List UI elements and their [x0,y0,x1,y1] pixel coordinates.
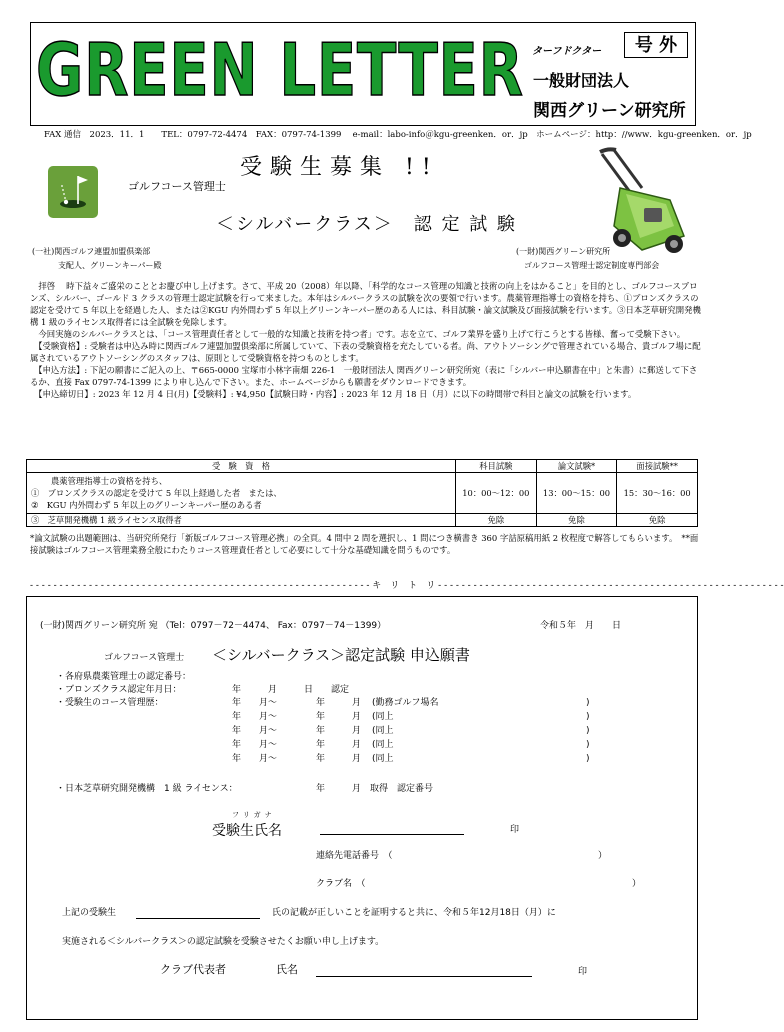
history-place: (勤務ゴルフ場名 [372,698,439,708]
candidate-name-field[interactable] [320,834,464,835]
field-value: 年 月 取得 認定番号 [316,784,434,794]
lawn-mower-illustration [590,148,690,258]
history-to: 年 月 [316,740,362,750]
table-header: 面接試験** [617,460,698,473]
history-place: (同上 [372,740,394,750]
table-cell: 免除 [617,514,698,527]
form-title: ＜シルバークラス＞認定試験 申込願書 [212,646,470,664]
history-from: 年 月～ [232,740,278,750]
org-type: 一般財団法人 [533,71,630,90]
seal-mark: 印 [510,825,520,835]
exam-notes: *論文試験の出題範囲は、当研究所発行「新版ゴルフコース管理必携」の全頁。4 問中 2 問を選択し、1 問につき横書き 360 字詰原稿用紙 2 枚程度で解答してもらいます。 **面接試験はゴルフコース管理業務全般にわたりコース管理責任者として必要にして十分な基礎知識を問うものです。 [30,533,699,555]
history-place: (同上 [372,726,394,736]
org-name: 関西グリーン研究所 [533,101,686,121]
body-paragraph: 【申込方法】: 下記の願書にご記入の上、〒665-0000 宝塚市小林字南畑 226-1 一般財団法人 関西グリーン研究所宛（表に「シルバー申込願書在中」と朱書）に郵送して下さるか、直接 Fax 0797-74-1399 により申し込んで下さい。また、ホームページからも願書をダウンロードできます。 [30,365,698,387]
table-cell: ③ 芝草開発機構 1 級ライセンス取得者 [27,514,456,527]
table-row [27,514,698,527]
table-cell: 免除 [536,514,617,527]
table-row [27,473,698,514]
history-to: 年 月 [316,726,362,736]
qualification-line: 農薬管理指導士の資格を持ち、 [51,476,168,486]
history-to: 年 月 [316,698,362,708]
certified-name-field[interactable] [136,918,260,919]
body-paragraph: 拝啓 時下益々ご盛栄のこととお慶び申し上げます。さて、平成 20（2008）年以降、「科学的なコース管理の知識と技術の向上をはかること」を目的とし、ゴルフコースブロンズ、シルバー、ゴールド 3 クラスの管理士認定試験を行って来ました。本年はシルバークラスの試験を次の要領で行います。農薬管理指導士の資格を持ち、①ブロンズクラスの認定を受けて 5 年以上を経過した人、または②KGU 内外問わず 5 年以上グリーンキーパー歴のある人には、科目試験・論文試験及び面接試験を行います。③日本芝草研究開発機構 1 級のライセンス取得者には全試験を免除します。 [30,281,701,327]
announcement-body [30,280,702,400]
sender-left-recipient: 支配人、グリーンキーパー殿 [58,261,162,270]
form-date: 令和５年 月 日 [540,621,622,631]
course-label: ゴルフコース管理士 [128,180,226,193]
qualification-line: ② KGU 内外問わず 5 年以上のグリーンキーパー歴のある者 [31,500,262,510]
table-cell: 10：00～12：00 [456,473,537,514]
recruit-title: 受験生募集 !! [240,155,439,180]
history-place: (同上 [372,712,394,722]
club-label: クラブ名 （ [316,879,366,889]
table-header-row [27,460,698,473]
certification-text: 氏の記載が正しいことを証明すると共に、令和５年12月18日（月）に [272,908,556,918]
history-to: 年 月 [316,712,362,722]
phone-label: 連絡先電話番号 （ [316,851,393,861]
history-from: 年 月～ [232,712,278,722]
history-close: ) [586,754,590,764]
furigana-label: フリガナ [232,811,276,819]
rep-seal-mark: 印 [578,967,588,977]
history-close: ) [586,712,590,722]
field-label: ・ブロンズクラス認定年月日： [56,685,182,695]
club-rep-label: クラブ代表者 [160,963,226,976]
newsletter-logo: GREEN LETTER [36,28,524,112]
body-paragraph: 今回実施のシルバークラスとは、「コース管理責任者として一般的な知識と技術を持つ者」です。志を立て、ゴルフ業界を盛り上げて行こうとする皆様、奮って受験下さい。 [30,329,686,339]
history-close: ) [586,740,590,750]
class-title: ＜シルバークラス＞ 認 定 試 験 [216,214,517,235]
cut-line: - - - - - - - - - - - - - - - - - - - - - - - - - - - - - - - - - - - - - - - - - - - - - - - - - - - - - - - - - - キ リ ト リ - - - - - - - - - - - - - - - - - - - - - - - - - - - - - - - - - - - - - - - - - - - - - - - - - - - - - - - - - - - [30,581,784,591]
candidate-name-label: 受験生氏名 [212,823,282,839]
history-place: (同上 [372,754,394,764]
history-from: 年 月～ [232,698,278,708]
phone-close: ） [598,851,608,861]
rep-name-field[interactable] [316,976,532,977]
table-header: 論文試験* [536,460,617,473]
field-label: ・受験生のコース管理歴： [56,698,164,708]
club-close: ） [632,879,642,889]
history-close: ) [586,726,590,736]
club-field[interactable] [384,876,624,890]
table-cell: 免除 [456,514,537,527]
history-from: 年 月～ [232,754,278,764]
form-title-prefix: ゴルフコース管理士 [104,653,185,663]
certification-text: 上記の受験生 [62,908,117,918]
history-from: 年 月～ [232,726,278,736]
form-addressee: (一財)関西グリーン研究所 宛 （Tel：0797－72－4474、 Fax：0797－74－1399） [40,621,387,631]
table-cell: 13：00～15：00 [536,473,617,514]
certification-text: 実施される＜シルバークラス＞の認定試験を受験させたくお願い申し上げます。 [62,937,385,947]
phone-field[interactable] [424,848,594,862]
tagline: ターフドクター [532,46,602,57]
exam-schedule-table [26,459,698,527]
contact-line: FAX 通信 2023．11．1 TEL：0797-72-4474 FAX：0797-74-1399 e-mail：labo-info＠kgu-greenken．or．jp ホームページ：http：//www．kgu-greenken．or．jp [44,130,752,140]
issue-badge: 号 外 [624,32,688,58]
body-paragraph: 【申込締切日】: 2023 年 12 月 4 日(月)【受験料】: ¥4,950【試験日時・内容】: 2023 年 12 月 18 日（月）に以下の時間帯で科目と論文の試験を行います。 [30,389,637,399]
sender-right-dept: ゴルフコース管理士認定制度専門部会 [524,261,660,270]
field-value: 年 月 日 認定 [232,685,350,695]
field-label: ・日本芝草研究開発機構 1 級 ライセンス： [56,784,238,794]
rep-name-label: 氏名 [276,963,298,976]
table-header: 科目試験 [456,460,537,473]
golf-flag-icon [48,166,98,218]
body-paragraph: 【受験資格】: 受験者は申込み時に関西ゴルフ連盟加盟倶楽部に所属していて、下表の受験資格を充たしている者。尚、アウトソーシングで管理されている場合、貴ゴルフ場に配属されているアウトソーシングのスタッフは、原則として受験資格を持つものとします。 [30,341,701,363]
history-to: 年 月 [316,754,362,764]
history-close: ) [586,698,590,708]
field-label: ・各府県農薬管理士の認定番号： [56,672,192,682]
sender-right-org: (一財)関西グリーン研究所 [516,247,611,256]
sender-left-org: (一社)関西ゴルフ連盟加盟倶楽部 [32,247,151,256]
table-cell: 15：30～16：00 [617,473,698,514]
qualification-cell [27,473,456,514]
table-header: 受 験 資 格 [27,460,456,473]
qualification-line: ① ブロンズクラスの認定を受けて 5 年以上経過した者 または、 [31,488,282,498]
